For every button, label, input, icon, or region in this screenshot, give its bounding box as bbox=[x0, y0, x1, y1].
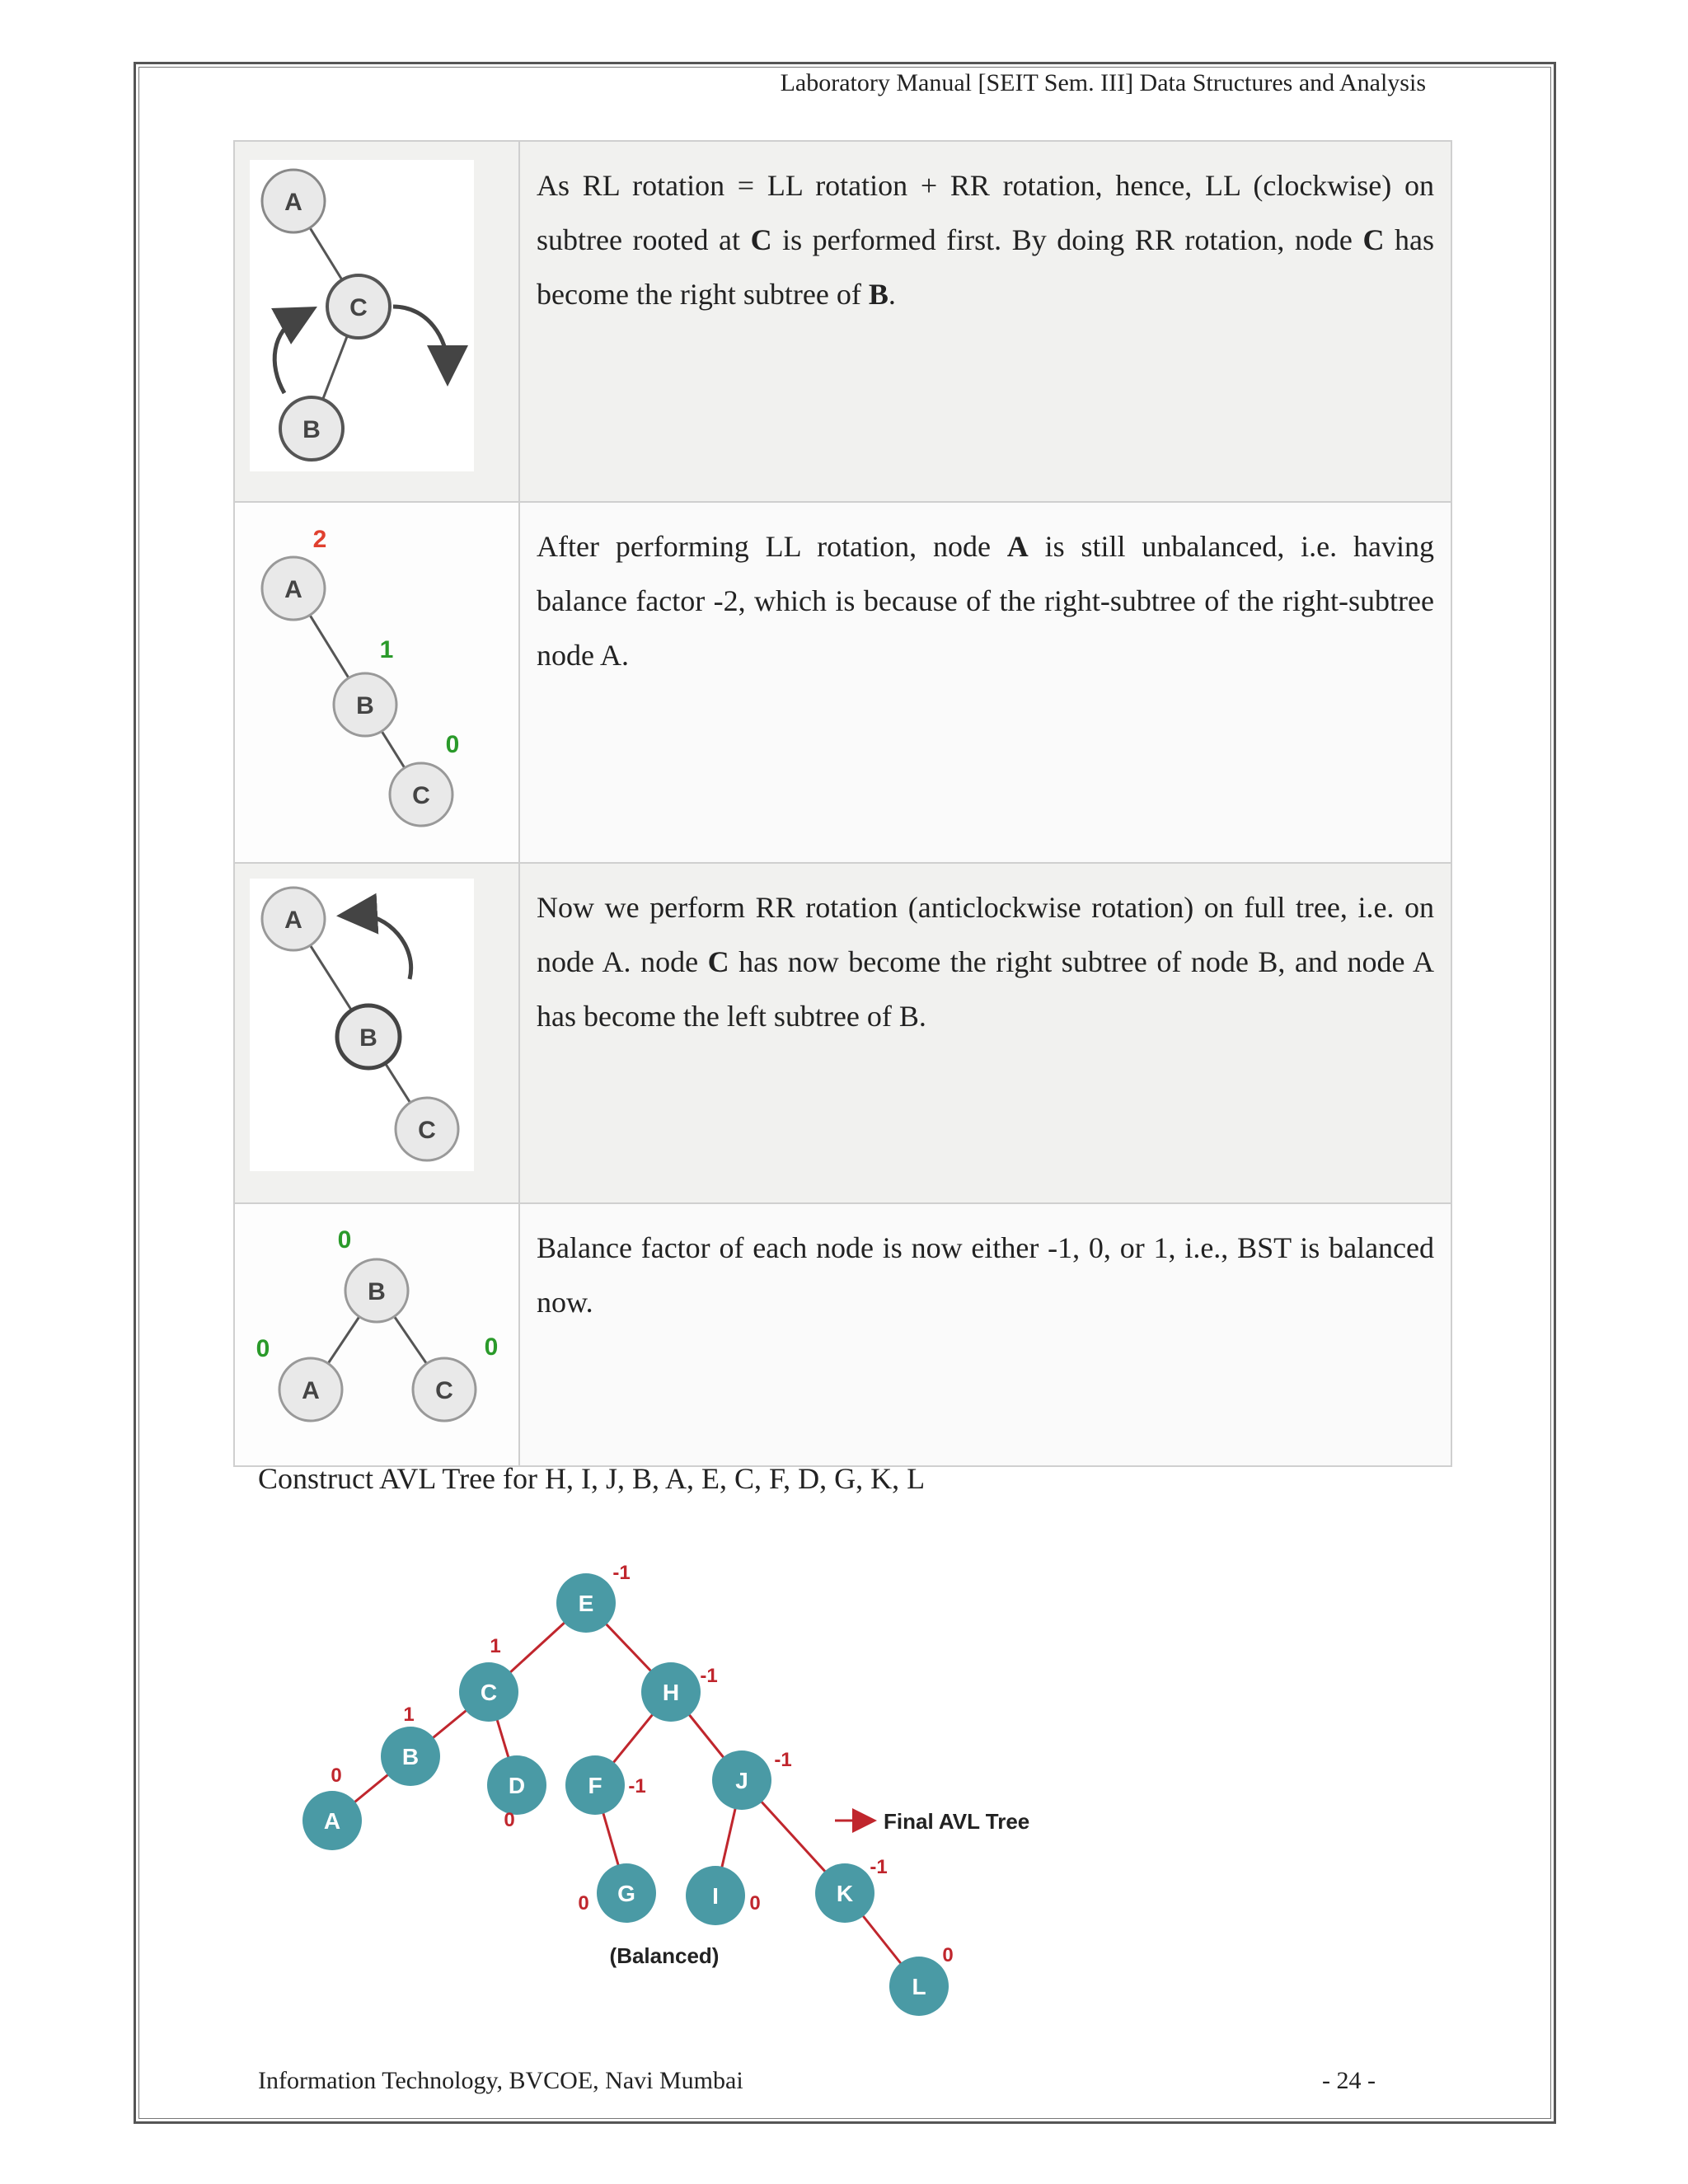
avl-node-H bbox=[641, 1662, 701, 1722]
step-figure bbox=[234, 502, 519, 863]
avl-balance-factor: -1 bbox=[700, 1665, 718, 1687]
bold-node-ref: C bbox=[750, 223, 772, 256]
avl-node-C bbox=[459, 1662, 518, 1722]
final-avl-tree-diagram bbox=[288, 1549, 1071, 2027]
svg-text:A: A bbox=[284, 576, 302, 603]
tree-node bbox=[413, 1358, 476, 1421]
step-text-content bbox=[537, 891, 1434, 1033]
avl-balance-factor: 0 bbox=[331, 1765, 342, 1787]
svg-text:A: A bbox=[302, 1377, 320, 1404]
svg-text:C: C bbox=[480, 1680, 498, 1705]
svg-text:G: G bbox=[617, 1881, 635, 1906]
avl-node-G bbox=[597, 1863, 656, 1923]
rotation-steps-table bbox=[233, 140, 1452, 1467]
svg-text:E: E bbox=[578, 1591, 594, 1616]
svg-text:I: I bbox=[712, 1883, 719, 1909]
balance-factor: 1 bbox=[379, 636, 394, 663]
text-run: has become the right subtree of bbox=[537, 223, 1434, 311]
balance-factor: 0 bbox=[337, 1226, 352, 1254]
text-run: is performed first. By doing RR rotation, node bbox=[771, 223, 1363, 256]
tree-node bbox=[280, 397, 343, 460]
step-figure bbox=[234, 863, 519, 1203]
svg-text:B: B bbox=[356, 692, 374, 719]
bold-node-ref: C bbox=[707, 945, 729, 978]
avl-node-B bbox=[381, 1727, 440, 1786]
tree-node bbox=[396, 1098, 458, 1160]
page-number: - 24 - bbox=[1322, 2067, 1376, 2094]
step-row bbox=[234, 502, 1451, 863]
avl-balance-factor: -1 bbox=[774, 1749, 792, 1771]
step-text-content bbox=[537, 1231, 1434, 1319]
tree-node bbox=[327, 275, 390, 338]
step-text bbox=[519, 502, 1451, 863]
text-run: As RL rotation = LL rotation + RR rotation, hence, LL (clockwise) on subtree rooted at bbox=[537, 169, 1434, 256]
avl-node-J bbox=[712, 1750, 771, 1810]
step-row bbox=[234, 863, 1451, 1203]
avl-balance-factor: 0 bbox=[504, 1809, 515, 1831]
rotation-diagram-rr bbox=[235, 864, 518, 1186]
tree-node bbox=[337, 1005, 400, 1068]
svg-text:K: K bbox=[836, 1881, 854, 1906]
svg-text:B: B bbox=[302, 416, 321, 443]
text-run: Now we perform RR rotation (anticlockwise rotation) on full tree, i.e. on node A. node bbox=[537, 891, 1434, 978]
balanced-tree-diagram bbox=[235, 1204, 518, 1449]
bold-node-ref: C bbox=[1362, 223, 1385, 256]
construct-avl-instruction: Construct AVL Tree for H, I, J, B, A, E, C, F, D, G, K, L bbox=[258, 1462, 926, 1495]
text-run: is still unbalanced, i.e. having balance factor -2, which is because of the right-subtree of the right-subtree node A. bbox=[537, 530, 1434, 672]
avl-node-F bbox=[565, 1755, 625, 1815]
avl-balance-factor: 1 bbox=[490, 1635, 501, 1657]
svg-text:B: B bbox=[401, 1744, 420, 1769]
avl-node-I bbox=[686, 1866, 745, 1925]
tree-node bbox=[279, 1358, 342, 1421]
svg-text:A: A bbox=[284, 189, 302, 216]
balance-factor: 0 bbox=[484, 1333, 499, 1361]
tree-node bbox=[334, 673, 396, 736]
balance-factor: 0 bbox=[256, 1335, 270, 1362]
balance-factor: 0 bbox=[445, 731, 460, 758]
avl-balance-factor: 0 bbox=[749, 1892, 761, 1915]
tree-node bbox=[345, 1259, 408, 1322]
avl-node-K bbox=[815, 1863, 874, 1923]
svg-text:C: C bbox=[418, 1117, 436, 1144]
avl-node-L bbox=[889, 1957, 949, 2016]
tree-node bbox=[262, 888, 325, 950]
avl-balance-factor: -1 bbox=[612, 1562, 631, 1584]
step-text-content bbox=[537, 169, 1434, 311]
tree-node bbox=[262, 557, 325, 620]
footer-institution: Information Technology, BVCOE, Navi Mumbai bbox=[258, 2067, 743, 2094]
svg-text:F: F bbox=[588, 1773, 603, 1798]
svg-text:A: A bbox=[323, 1808, 341, 1834]
text-run: has now become the right subtree of node B, and node A has become the left subtree of B. bbox=[537, 945, 1435, 1033]
bold-node-ref: A bbox=[1006, 530, 1029, 563]
step-figure bbox=[234, 1203, 519, 1466]
svg-text:B: B bbox=[359, 1024, 377, 1052]
step-text bbox=[519, 863, 1451, 1203]
svg-text:H: H bbox=[662, 1680, 680, 1705]
unbalanced-tree-diagram bbox=[235, 503, 518, 846]
step-text-content bbox=[537, 530, 1434, 672]
tree-node bbox=[390, 763, 452, 826]
svg-text:L: L bbox=[912, 1974, 926, 1999]
final-avl-label: Final AVL Tree bbox=[884, 1809, 1030, 1834]
avl-node-A bbox=[302, 1791, 362, 1850]
avl-balance-factor: -1 bbox=[870, 1856, 888, 1878]
text-run: . bbox=[888, 278, 896, 311]
avl-balance-factor: 1 bbox=[403, 1704, 415, 1726]
balance-factor: 2 bbox=[312, 526, 327, 553]
step-text bbox=[519, 141, 1451, 502]
bold-node-ref: B bbox=[868, 278, 889, 311]
avl-node-D bbox=[487, 1755, 546, 1815]
svg-text:J: J bbox=[735, 1768, 748, 1793]
svg-text:C: C bbox=[435, 1377, 453, 1404]
step-text bbox=[519, 1203, 1451, 1466]
tree-node bbox=[262, 170, 325, 232]
avl-node-E bbox=[556, 1573, 616, 1633]
step-row bbox=[234, 141, 1451, 502]
page-header: Laboratory Manual [SEIT Sem. III] Data Structures and Analysis bbox=[780, 69, 1426, 96]
step-figure bbox=[234, 141, 519, 502]
balanced-label: (Balanced) bbox=[609, 1943, 720, 1968]
avl-balance-factor: -1 bbox=[628, 1775, 646, 1797]
rotation-diagram-ll bbox=[235, 142, 518, 485]
avl-balance-factor: 0 bbox=[942, 1944, 954, 1966]
avl-balance-factor: 0 bbox=[578, 1892, 589, 1915]
svg-text:D: D bbox=[508, 1773, 526, 1798]
text-run: After performing LL rotation, node bbox=[537, 530, 1007, 563]
text-run: Balance factor of each node is now either -1, 0, or 1, i.e., BST is balanced now. bbox=[537, 1231, 1434, 1319]
svg-text:A: A bbox=[284, 907, 302, 934]
tree-edges bbox=[332, 1603, 919, 1986]
svg-text:B: B bbox=[368, 1278, 386, 1305]
step-row bbox=[234, 1203, 1451, 1466]
svg-text:C: C bbox=[349, 294, 368, 321]
svg-text:C: C bbox=[412, 782, 430, 809]
